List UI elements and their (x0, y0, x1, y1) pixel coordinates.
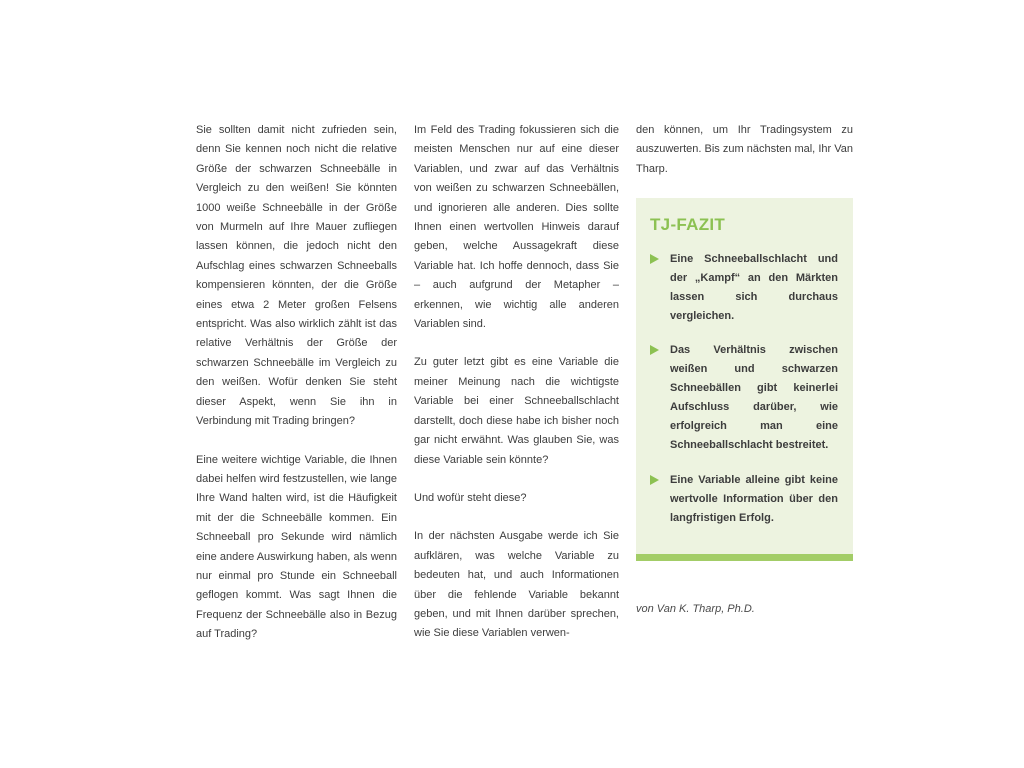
fazit-bullet (650, 471, 838, 528)
paragraph: den können, um Ihr Tradingsystem zu auszuwerten. Bis zum nächsten mal, Ihr Van Tharp. (636, 124, 853, 175)
play-arrow-icon (650, 345, 659, 355)
tj-fazit-box (636, 198, 853, 561)
article-content (196, 121, 853, 645)
paragraph: In der nächsten Ausgabe werde ich Sie aufklären, was welche Variable zu bedeuten hat, und auch Informationen über die fehlende Variable bekannt geben, und mit Ihnen darüber sprechen, wie Sie diese Variablen verwen- (414, 530, 619, 640)
paragraph: Zu guter letzt gibt es eine Variable die meiner Meinung nach die wichtigste Variable bei einer Schneeballschlacht darstellt, doch diese habe ich bisher noch gar nicht erwähnt. Was glauben Sie, was diese Variable sein könnte? (414, 356, 619, 466)
play-arrow-icon (650, 254, 659, 264)
play-arrow-icon (650, 475, 659, 485)
text-column-3 (636, 121, 853, 645)
text-column-1 (196, 121, 397, 645)
fazit-bullet (650, 250, 838, 326)
paragraph: Sie sollten damit nicht zufrieden sein, denn Sie kennen noch nicht die relative Größe der schwarzen Schneebälle in Vergleich zu den weißen! Sie könnten 1000 weiße Schneebälle in der Größe von Murmeln auf Ihre Mauer zufliegen lassen können, die jedoch nicht den Aufschlag eines schwarzen Schneeballs kompensieren könnten, der die Größe eines etwa 2 Meter großen Felsens entspricht. Was also wirklich zählt ist das relative Verhältnis der Größe der schwarzen Schneebälle im Vergleich zu den weißen. Wofür denken Sie steht dieser Aspekt, wenn Sie ihn in Verbindung mit Trading bringen? (196, 124, 397, 428)
fazit-bullet (650, 341, 838, 455)
fazit-accent-bar (636, 554, 853, 561)
paragraph: Eine weitere wichtige Variable, die Ihnen dabei helfen wird festzustellen, wie lange Ihre Wand halten wird, ist die Häufigkeit mit der die Schneebälle kommen. Ein Schneeball pro Sekunde wird nämlich eine andere Auswirkung haben, als wenn nur einmal pro Stunde ein Schneeball geflogen kommt. Was sagt Ihnen die Frequenz der Schneebälle also in Bezug auf Trading? (196, 453, 397, 641)
text-column-2 (414, 121, 619, 645)
fazit-bullet-text: Das Verhältnis zwischen weißen und schwarzen Schneebällen gibt keinerlei Aufschluss darüber, wie erfolgreich man eine Schneeballschlacht bestreitet. (670, 344, 838, 452)
paragraph: Im Feld des Trading fokussieren sich die meisten Menschen nur auf eine dieser Variablen, und zwar auf das Verhältnis von weißen zu schwarzen Schneebällen, und ignorieren alle anderen. Dies sollte Ihnen einen wertvollen Hinweis darauf geben, welche Aussagekraft diese Variable hat. Ich hoffe dennoch, dass Sie – auch aufgrund der Metapher – erkennen, wie wichtig alle anderen Variablen sind. (414, 124, 619, 331)
paragraph: Und wofür steht diese? (414, 491, 527, 504)
tj-fazit-box-body (636, 198, 853, 554)
fazit-bullet-text: Eine Schneeballschlacht und der „Kampf“ an den Märkten lassen sich durchaus vergleichen. (670, 253, 838, 323)
fazit-title: TJ-FAZIT (650, 215, 726, 235)
author-byline: von Van K. Tharp, Ph.D. (636, 603, 755, 616)
fazit-bullet-text: Eine Variable alleine gibt keine wertvolle Information über den langfristigen Erfolg. (670, 474, 838, 525)
